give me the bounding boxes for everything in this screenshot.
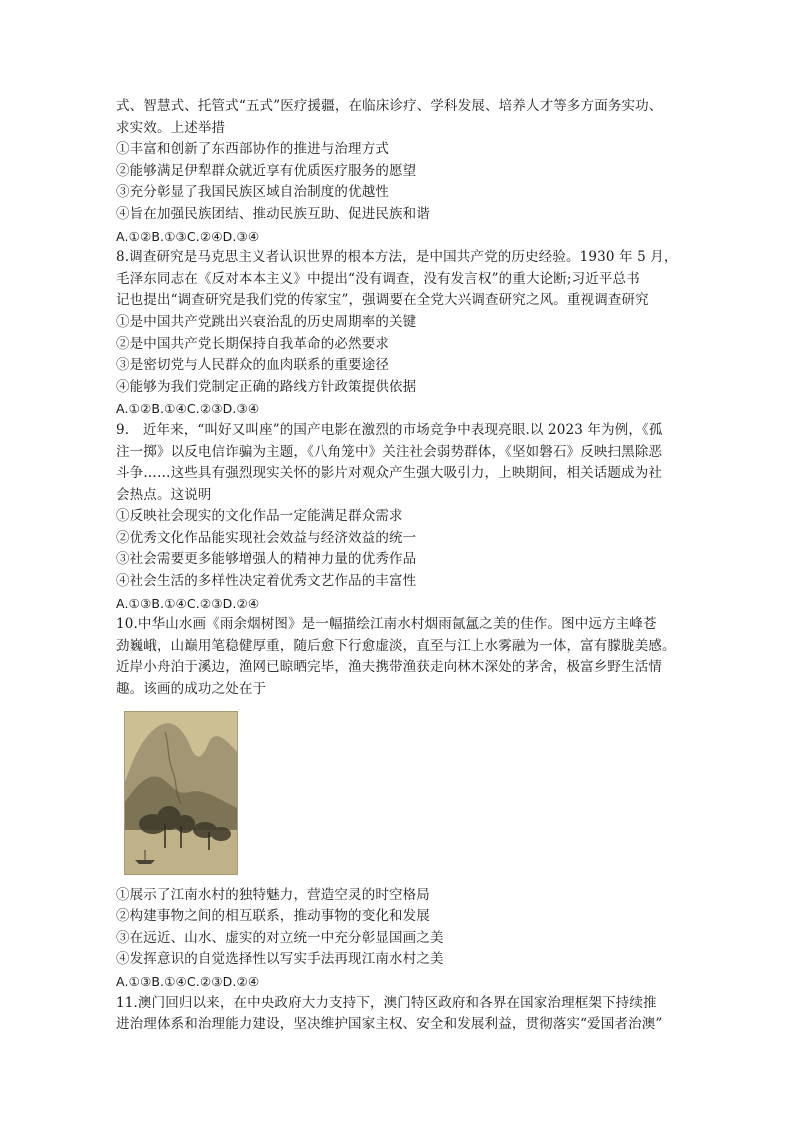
text-block-bottom xyxy=(116,885,686,1036)
answer-options: A.①②B.①④C.②③D.③④ xyxy=(116,401,260,417)
option-statement: ①展示了江南水村的独特魅力，营造空灵的时空格局 xyxy=(116,886,430,903)
option-statement: ④能够为我们党制定正确的路线方针政策提供依据 xyxy=(116,378,417,395)
landscape-painting-image xyxy=(124,711,238,875)
answer-options: A.①②B.①③C.②④D.③④ xyxy=(116,228,260,244)
option-statement: ②是中国共产党长期保持自我革命的必然要求 xyxy=(116,335,389,352)
text-line: 斗争……这些具有强烈现实关怀的影片对观众产生强大吸引力，上映期间，相关话题成为社 xyxy=(116,465,662,482)
option-statement: ①丰富和创新了东西部协作的推进与治理方式 xyxy=(116,141,389,158)
text-line: 记也提出“调查研究是我们党的传家宝”，强调要在全党大兴调查研究之风。重视调查研究 xyxy=(116,292,649,309)
text-line: 趣。该画的成功之处在于 xyxy=(116,681,267,698)
option-statement: ①反映社会现实的文化作品一定能满足群众需求 xyxy=(116,508,403,525)
text-line: 近岸小舟泊于溪边，渔网已晾晒完毕，渔夫携带渔获走向林木深处的茅舍，极富乡野生活情 xyxy=(116,659,662,676)
text-line: 进治理体系和治理能力建设，坚决维护国家主权、安全和发展利益，贯彻落实“爱国者治澳” xyxy=(116,1016,663,1033)
option-statement: ③社会需要更多能够增强人的精神力量的优秀作品 xyxy=(116,551,417,568)
text-line: 式、智慧式、托管式“五式”医疗援疆，在临床诊疗、学科发展、培养人才等多方面务实功、 xyxy=(116,98,663,114)
landscape-painting-icon xyxy=(125,712,237,874)
option-statement: ②优秀文化作品能实现社会效益与经济效益的统一 xyxy=(116,529,417,546)
exam-page xyxy=(116,96,686,1036)
option-statement: ①是中国共产党跳出兴衰治乱的历史周期率的关键 xyxy=(116,313,417,330)
option-statement: ③充分彰显了我国民族区域自治制度的优越性 xyxy=(116,184,389,201)
text-line: 劲巍峨，山巅用笔稳健厚重，随后愈下行愈虚淡，直至与江上水雾融为一体，富有朦胧美感。 xyxy=(116,637,676,654)
option-statement: ③是密切党与人民群众的血肉联系的重要途径 xyxy=(116,357,389,374)
answer-options: A.①③B.①④C.②③D.②④ xyxy=(116,974,260,989)
answer-options: A.①③B.①④C.②③D.②④ xyxy=(116,595,260,611)
option-statement: ②构建事物之间的相互联系，推动事物的变化和发展 xyxy=(116,908,430,925)
question-9-text: 9. 近年来，“叫好又叫座”的国产电影在激烈的市场竞争中表现亮眼.以 2023 年为例，《孤 xyxy=(116,421,663,438)
text-line: 毛泽东同志在《反对本本主义》中提出“没有调查，没有发言权”的重大论断;习近平总书 xyxy=(116,270,640,287)
text-block-top xyxy=(116,96,686,701)
option-statement: ④发挥意识的自觉选择性以写实手法再现江南水村之美 xyxy=(116,951,444,968)
text-line: 注一掷》以反电信诈骗为主题，《八角笼中》关注社会弱势群体，《坚如磐石》反映扫黑除恶 xyxy=(116,443,663,460)
question-8-text: 8.调查研究是马克思主义者认识世界的根本方法，是中国共产党的历史经验。1930 年 5 月， xyxy=(116,249,678,266)
option-statement: ③在远近、山水、虚实的对立统一中充分彰显国画之美 xyxy=(116,929,444,946)
question-10-text: 10.中华山水画《雨余烟树图》是一幅描绘江南水村烟雨氤氲之美的佳作。图中远方主峰苍 xyxy=(116,616,657,633)
option-statement: ④社会生活的多样性决定着优秀文艺作品的丰富性 xyxy=(116,573,417,590)
question-11-text: 11.澳门回归以来，在中央政府大力支持下，澳门特区政府和各界在国家治理框架下持续推 xyxy=(116,994,657,1011)
option-statement: ②能够满足伊犁群众就近享有优质医疗服务的愿望 xyxy=(116,162,417,179)
option-statement: ④旨在加强民族团结、推动民族互助、促进民族和谐 xyxy=(116,205,430,222)
text-line: 会热点。这说明 xyxy=(116,486,212,503)
text-line: 求实效。上述举措 xyxy=(116,119,226,136)
